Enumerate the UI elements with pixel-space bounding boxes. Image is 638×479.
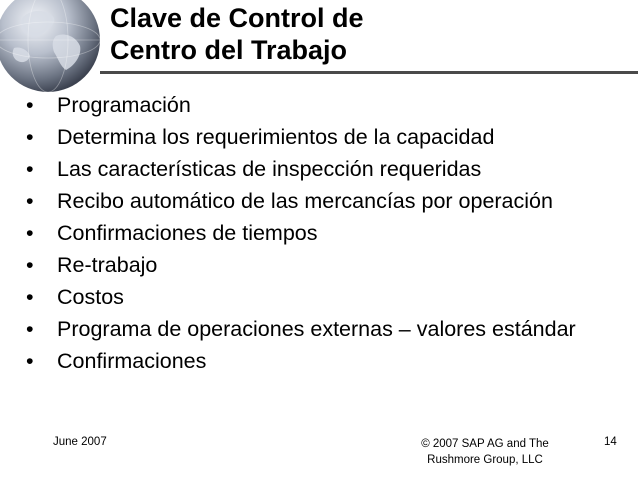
bullet-text: Programación bbox=[57, 93, 191, 117]
bullet-text: Programa de operaciones externas – valores estándar bbox=[57, 317, 576, 341]
bullet-item bbox=[26, 156, 632, 182]
bullet-dot: • bbox=[26, 349, 34, 373]
bullet-item bbox=[26, 92, 632, 118]
globe-icon bbox=[0, 0, 102, 94]
bullet-item bbox=[26, 124, 632, 150]
footer-copyright bbox=[405, 436, 565, 468]
bullet-item bbox=[26, 188, 632, 214]
bullet-dot: • bbox=[26, 157, 34, 181]
slide-title bbox=[110, 2, 364, 66]
bullet-text: Costos bbox=[57, 285, 124, 309]
bullet-item bbox=[26, 284, 632, 310]
title-line-1: Clave de Control de bbox=[110, 3, 364, 33]
copyright-line-1: © 2007 SAP AG and The bbox=[421, 438, 549, 450]
title-line-2: Centro del Trabajo bbox=[110, 35, 348, 65]
bullet-list bbox=[26, 92, 632, 380]
page-number: 14 bbox=[604, 436, 617, 448]
bullet-dot: • bbox=[26, 317, 34, 341]
footer-date: June 2007 bbox=[53, 436, 107, 448]
bullet-dot: • bbox=[26, 221, 34, 245]
bullet-text: Confirmaciones de tiempos bbox=[57, 221, 318, 245]
bullet-text: Recibo automático de las mercancías por operación bbox=[57, 189, 553, 213]
bullet-item bbox=[26, 220, 632, 246]
bullet-text: Re-trabajo bbox=[57, 253, 158, 277]
title-divider bbox=[100, 71, 638, 74]
bullet-dot: • bbox=[26, 253, 34, 277]
copyright-line-2: Rushmore Group, LLC bbox=[427, 454, 543, 466]
bullet-dot: • bbox=[26, 189, 34, 213]
bullet-item bbox=[26, 252, 632, 278]
bullet-text: Confirmaciones bbox=[57, 349, 207, 373]
bullet-dot: • bbox=[26, 125, 34, 149]
bullet-text: Las características de inspección requeridas bbox=[57, 157, 482, 181]
bullet-dot: • bbox=[26, 93, 34, 117]
bullet-text: Determina los requerimientos de la capacidad bbox=[57, 125, 495, 149]
bullet-dot: • bbox=[26, 285, 34, 309]
bullet-item bbox=[26, 316, 632, 342]
bullet-item bbox=[26, 348, 632, 374]
